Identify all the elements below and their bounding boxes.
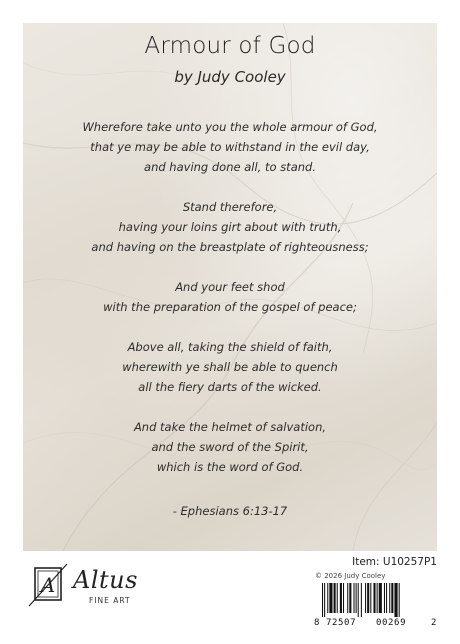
barcode-bar <box>391 583 393 613</box>
barcode-bar <box>349 583 351 613</box>
poem-author: by Judy Cooley <box>174 68 286 86</box>
stanza <box>23 417 437 477</box>
barcode-right-group: 00269 <box>376 618 407 628</box>
stanza <box>23 117 437 177</box>
barcode-bar <box>322 583 323 617</box>
verse-line: having your loins girt about with truth, <box>118 220 342 234</box>
verse-line: And your feet shod <box>175 280 285 294</box>
verse-line: and having done all, to stand. <box>144 160 316 174</box>
poem-verses <box>23 117 437 497</box>
barcode-bar <box>329 583 332 613</box>
barcode-bar <box>373 583 375 613</box>
verse-line: and the sword of the Spirit, <box>151 440 309 454</box>
barcode-bar <box>340 583 342 613</box>
barcode-bar <box>394 583 397 617</box>
barcode-bar <box>343 583 344 613</box>
poem-title: Armour of God <box>144 33 316 59</box>
verse-line: Stand therefore, <box>182 200 278 214</box>
barcode-bar <box>354 583 355 613</box>
copyright-notice: © 2026 Judy Cooley <box>315 572 386 580</box>
barcode-bar <box>370 583 371 613</box>
barcode-bar <box>367 583 369 613</box>
verse-line: all the fiery darts of the wicked. <box>138 380 322 394</box>
barcode-bar <box>386 583 387 613</box>
barcode-last-digit: 2 <box>431 618 438 628</box>
barcode-bar <box>334 583 336 613</box>
logo-wordmark: Altus <box>73 566 138 594</box>
verse-line: with the preparation of the gospel of peace; <box>103 300 357 314</box>
verse-line: And take the helmet of salvation, <box>133 420 327 434</box>
barcode-bar <box>389 583 390 613</box>
barcode <box>314 583 438 629</box>
item-number: Item: U10257P1 <box>352 556 437 568</box>
barcode-left-group: 72507 <box>326 618 357 628</box>
barcode-bar <box>399 583 400 617</box>
stanza <box>23 197 437 257</box>
barcode-bar <box>337 583 338 613</box>
barcode-bar <box>377 583 378 613</box>
poem-card <box>23 23 437 551</box>
barcode-bar <box>327 583 328 613</box>
logo-subtitle: FINE ART <box>89 596 131 605</box>
barcode-bar <box>347 583 348 613</box>
logo-mark-letter: A <box>40 573 56 597</box>
verse-line: which is the word of God. <box>156 460 304 474</box>
altus-logo-mark-icon <box>27 562 69 608</box>
barcode-first-digit: 8 <box>314 618 321 628</box>
barcode-bar <box>384 583 385 613</box>
verse-line: and having on the breastplate of righteousness; <box>91 240 369 254</box>
verse-line: that ye may be able to withstand in the evil day, <box>90 140 370 154</box>
barcode-bar <box>356 583 357 613</box>
altus-logo <box>27 562 167 612</box>
barcode-bar <box>365 583 366 613</box>
stanza <box>23 277 437 317</box>
verse-line: Above all, taking the shield of faith, <box>127 340 333 354</box>
barcode-bar <box>324 583 325 617</box>
stanza <box>23 337 437 397</box>
scripture-reference: - Ephesians 6:13-17 <box>172 504 288 518</box>
barcode-bar <box>361 583 362 617</box>
verse-line: Wherefore take unto you the whole armour of God, <box>82 120 378 134</box>
barcode-bars <box>322 583 432 617</box>
barcode-bar <box>358 583 359 617</box>
barcode-bar <box>379 583 382 613</box>
verse-line: wherewith ye shall be able to quench <box>122 360 338 374</box>
